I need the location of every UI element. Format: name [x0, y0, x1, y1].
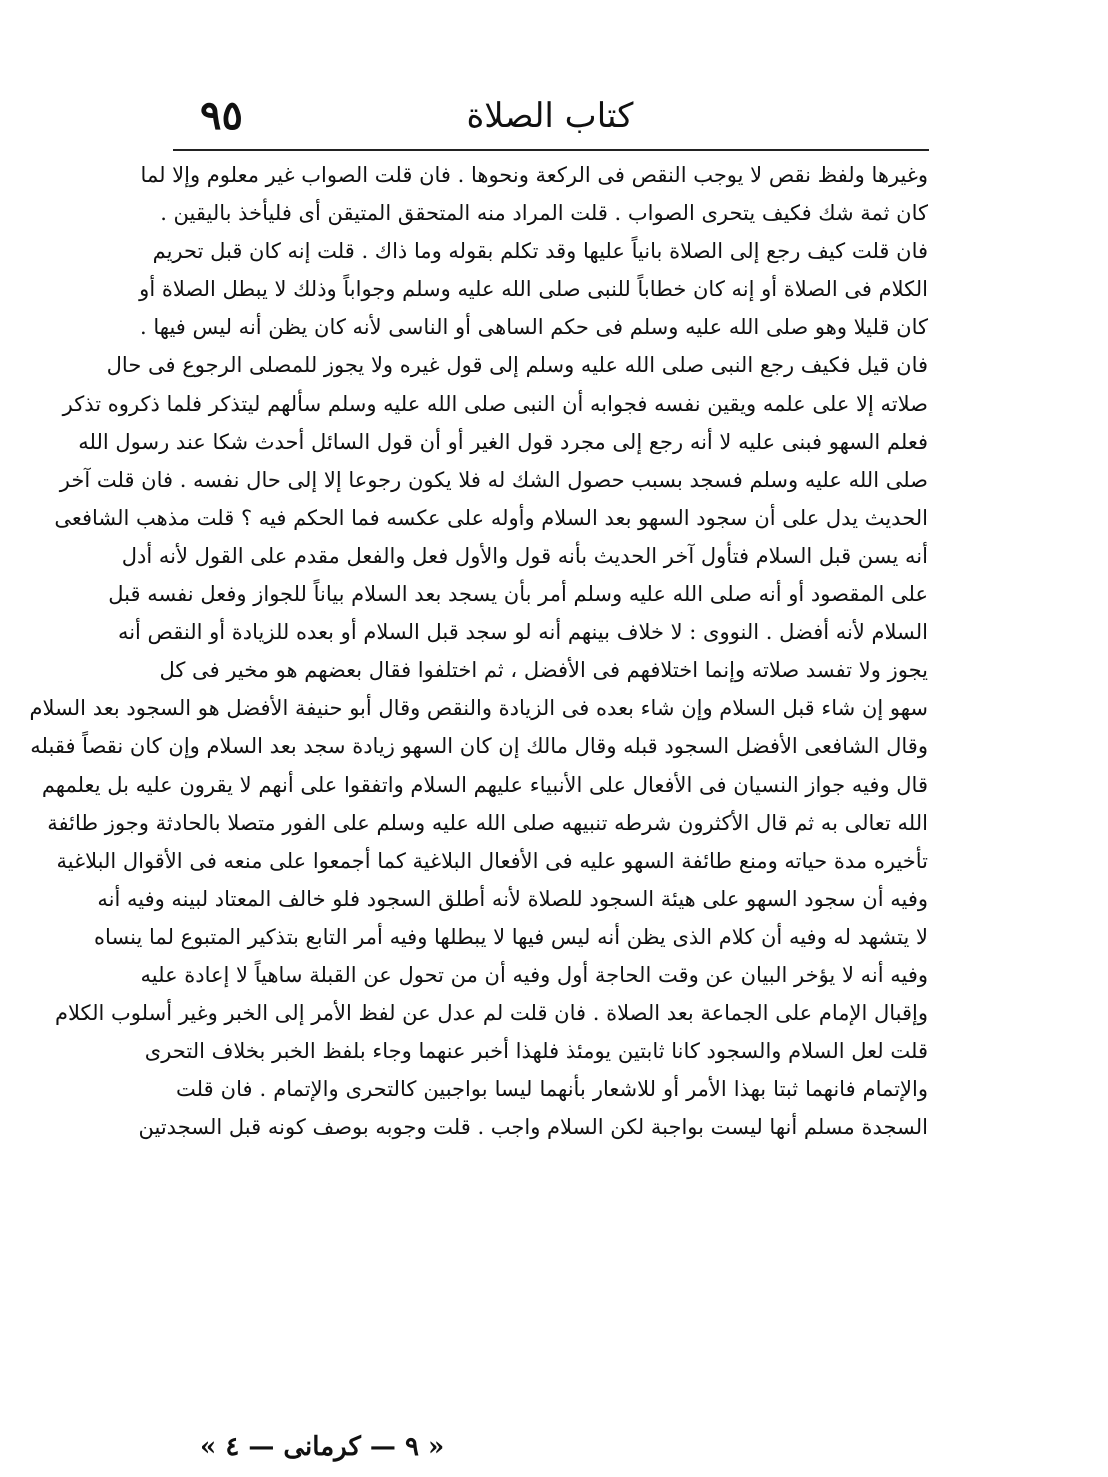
- text-line: [176, 1185, 928, 1223]
- text-line: الله تعالى به ثم قال الأكثرون شرطه تنبيهه صلى الله عليه وسلم على الفور متصلا بالحادثة وجوز طائفة: [47, 810, 928, 835]
- body-text: [29, 156, 928, 1451]
- text-line: على المقصود أو أنه صلى الله عليه وسلم أمر بأن يسجد بعد السلام بياناً للجواز وفعل نفسه قبل: [108, 582, 928, 607]
- text-line: والإتمام فانهما ثبتا بهذا الأمر أو للاشعار بأنهما ليسا بواجبين كالتحرى والإتمام . فان قلت: [176, 1077, 928, 1102]
- printer-signature: « ٩ — كرمانى — ٤ »: [200, 1432, 445, 1462]
- text-line: وقال الشافعى الأفضل السجود قبله وقال مالك إن كان السهو زيادة سجد بعد السلام وإن كان نقصاً فقبله: [30, 734, 928, 759]
- book-title: كتاب الصلاة: [466, 96, 634, 136]
- text-line: فان قيل فكيف رجع النبى صلى الله عليه وسلم إلى قول غيره ولا يجوز للمصلى الرجوع فى حال: [106, 353, 928, 378]
- text-line: السجدة مسلم أنها ليست بواجبة لكن السلام واجب . قلت وجوبه بوصف كونه قبل السجدتين: [138, 1115, 928, 1140]
- text-line: [176, 1337, 928, 1375]
- text-line: يجوز ولا تفسد صلاته وإنما اختلافهم فى الأفضل ، ثم اختلفوا فقال بعضهم هو مخير فى كل: [159, 658, 928, 683]
- text-line: قلت لعل السلام والسجود كانا ثابتين يومئذ فلهذا أخبر عنهما وجاء بلفظ الخبر بخلاف التحرى: [144, 1039, 928, 1064]
- text-line: الكلام فى الصلاة أو إنه كان خطاباً للنبى صلى الله عليه وسلم وجواباً وذلك لا يبطل الصلاة أو: [139, 277, 928, 302]
- text-line: وفيه أن سجود السهو على هيئة السجود للصلاة لأنه أطلق السجود فلو خالف المعتاد لبينه وفيه أنه: [97, 886, 928, 911]
- header-rule: [173, 149, 929, 151]
- text-line: [176, 1146, 928, 1184]
- text-line: قال وفيه جواز النسيان فى الأفعال على الأنبياء عليهم السلام واتفقوا على أنهم لا يقرون عليه بل يعلمهم: [41, 772, 928, 797]
- text-line: السلام لأنه أفضل . النووى : لا خلاف بينهم أنه لو سجد قبل السلام أو بعده للزيادة أو النقص أنه: [117, 620, 928, 645]
- text-line: سهو إن شاء قبل السلام وإن شاء بعده فى الزيادة والنقص وقال أبو حنيفة الأفضل هو السجود بعد السلام: [29, 696, 928, 721]
- text-line: كان ثمة شك فكيف يتحرى الصواب . قلت المراد منه المتحقق المتيقن أى فليأخذ باليقين .: [160, 201, 928, 226]
- text-line: كان قليلا وهو صلى الله عليه وسلم فى حكم الساهى أو الناسى لأنه كان يظن أنه ليس فيها .: [140, 315, 928, 340]
- text-line: صلى الله عليه وسلم فسجد بسبب حصول الشك له فلا يكون رجوعا إلا إلى حال نفسه . فان قلت آخر: [59, 467, 928, 492]
- running-head: [170, 92, 930, 146]
- text-line: [176, 1375, 928, 1413]
- text-line: أنه يسن قبل السلام فتأول آخر الحديث بأنه قول والأول فعل والفعل مقدم على القول لأنه أدل: [121, 543, 928, 568]
- page-number: ٩٥: [200, 92, 243, 139]
- text-line: وفيه أنه لا يؤخر البيان عن وقت الحاجة أول وفيه أن من تحول عن القبلة ساهياً لا إعادة عليه: [140, 962, 928, 987]
- text-line: [176, 1223, 928, 1261]
- text-line: صلاته إلا على علمه ويقين نفسه فجوابه أن النبى صلى الله عليه وسلم سألهم ليتذكر فلما ذكروه تذكر: [62, 391, 928, 416]
- text-line: لا يتشهد له وفيه أن كلام الذى يظن أنه ليس فيها لا يبطلها وفيه أمر التابع بتذكير المتبوع لما ينساه: [94, 924, 928, 949]
- text-line: الحديث يدل على أن سجود السهو بعد السلام وأوله على عكسه فما الحكم فيه ؟ قلت مذهب الشافعى: [54, 505, 928, 530]
- text-line: تأخيره مدة حياته ومنع طائفة السهو عليه فى الأفعال البلاغية كما أجمعوا على منعه فى الأقوال البلاغية: [56, 848, 928, 873]
- text-line: [176, 1299, 928, 1337]
- text-line: [176, 1261, 928, 1299]
- text-line: وإقبال الإمام على الجماعة بعد الصلاة . فان قلت لم عدل عن لفظ الأمر إلى الخبر وغير أسلوب الكلام: [54, 1001, 928, 1026]
- text-line: وغيرها ولفظ نقص لا يوجب النقص فى الركعة ونحوها . فان قلت الصواب غير معلوم وإلا لما: [140, 163, 928, 187]
- text-line: فان قلت كيف رجع إلى الصلاة بانياً عليها وقد تكلم بقوله وما ذاك . قلت إنه كان قبل تحريم: [152, 239, 928, 264]
- text-line: فعلم السهو فبنى عليه لا أنه رجع إلى مجرد قول الغير أو أن قول السائل أحدث شكا عند رسول الله: [78, 429, 928, 454]
